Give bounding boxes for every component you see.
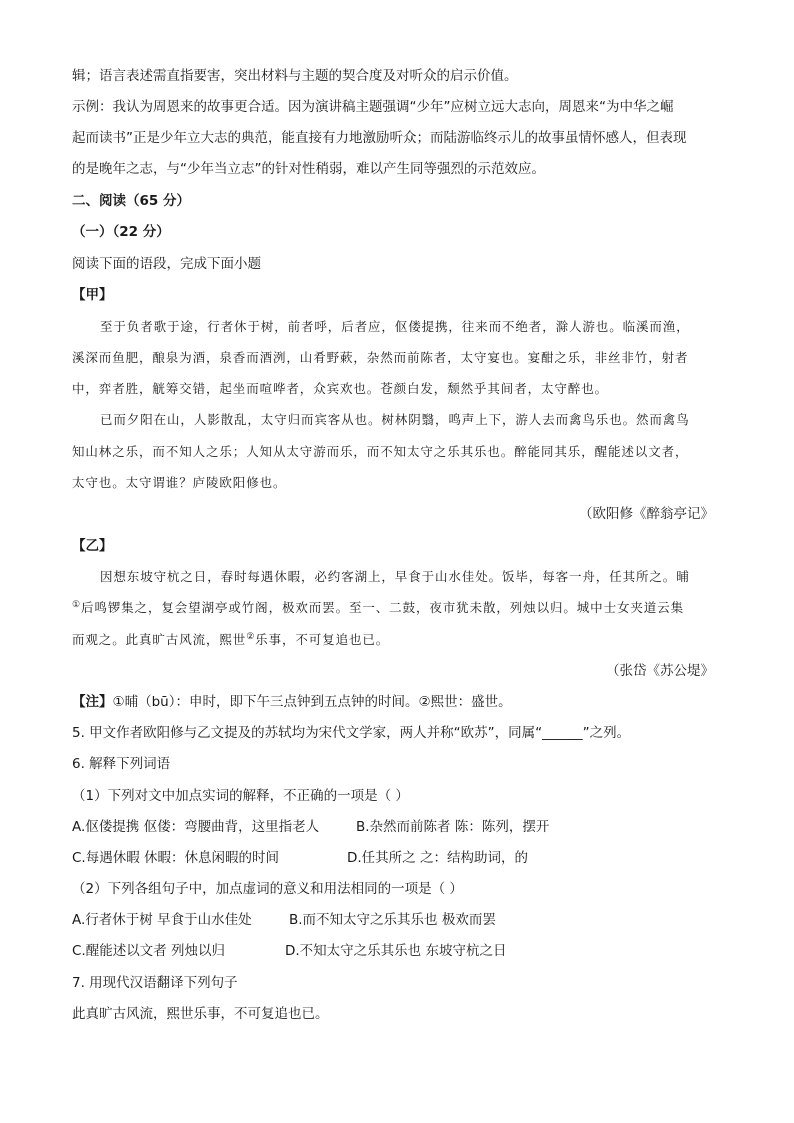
passage-jia-label: 【甲】 — [72, 287, 113, 303]
option-a: A.伛偻提携 伛偻：弯腰曲背，这里指老人 — [72, 819, 320, 835]
option-c: C.每遇休暇 休暇：休息闲暇的时间 — [72, 850, 280, 866]
annotation-text: ①晡（bū）：申时，即下午三点钟到五点钟的时间。②熙世：盛世。 — [112, 694, 512, 710]
option-d: D.任其所之 之：结构助词，的 — [347, 850, 528, 866]
instruction: 阅读下面的语段，完成下面小题 — [72, 256, 261, 272]
passage-jia-line: 已而夕阳在山，人影散乱，太守归而宾客从也。树林阴翳，鸣声上下，游人去而禽鸟乐也。然而禽鸟 — [100, 412, 690, 427]
option-d: D.不知太守之乐其乐也 东坡守杭之日 — [285, 943, 507, 959]
passage-yi-text: 乐事，不可复追也已。 — [255, 632, 390, 647]
question-5: 5. 甲文作者欧阳修与乙文提及的苏轼均为宋代文学家，两人并称“欧苏”，同属“______”之列。 — [72, 725, 631, 741]
option-row — [72, 910, 722, 930]
intro-line: 的是晚年之志，与“少年当立志”的针对性稍弱，难以产生同等强烈的示范效应。 — [72, 161, 545, 177]
passage-yi-label: 【乙】 — [72, 538, 113, 554]
passage-jia-line: 溪深而鱼肥，酿泉为酒，泉香而酒洌，山肴野蔌，杂然而前陈者，太守宴也。宴酣之乐，非丝非竹，射者 — [72, 350, 689, 365]
footnote-marker: ① — [72, 599, 81, 610]
passage-jia-line: 知山林之乐，而不知人之乐；人知从太守游而乐，而不知太守之乐其乐也。醉能同其乐，醒能述以文者， — [72, 444, 689, 459]
option-row — [72, 817, 722, 837]
passage-yi-line: 因想东坡守杭之日，春时每遇休暇，必约客湖上，早食于山水佳处。饭毕，每客一舟，任其所之。晡 — [100, 569, 690, 584]
subsection-title: （一）（22 分） — [72, 224, 170, 240]
question-7-sentence: 此真旷古风流，熙世乐事，不可复追也已。 — [72, 1006, 329, 1022]
intro-line: 示例：我认为周恩来的故事更合适。因为演讲稿主题强调“少年”应树立远大志向，周恩来“为中华之崛 — [72, 99, 674, 115]
passage-jia-source: （欧阳修《醉翁亭记》 — [579, 506, 714, 522]
question-6-title: 6. 解释下列词语 — [72, 756, 171, 772]
passage-yi-source: （张岱《苏公堤》 — [606, 663, 714, 679]
option-b: B.杂然而前陈者 陈：陈列，摆开 — [356, 819, 550, 835]
passage-yi-line — [72, 598, 722, 618]
passage-jia-line: 至于负者歌于途，行者休于树，前者呼，后者应，伛偻提携，往来而不绝者，滁人游也。临溪而渔， — [100, 319, 690, 334]
option-b: B.而不知太守之乐其乐也 极欢而罢 — [289, 912, 496, 928]
intro-line: 起而读书”正是少年立大志的典范，能直接有力地激励听众；而陆游临终示儿的故事虽情怀感人，但表现 — [72, 130, 687, 146]
passage-yi-line — [72, 630, 722, 650]
passage-yi-text: 后鸣锣集之，复会望湖亭或竹阁，极欢而罢。至一、二鼓，夜市犹未散，列烛以归。城中士女夹道云集 — [80, 600, 684, 615]
passage-jia-line: 太守也。太守谓谁？庐陵欧阳修也。 — [72, 475, 287, 490]
passage-jia-line: 中，弈者胜，觥筹交错，起坐而喧哗者，众宾欢也。苍颜白发，颓然乎其间者，太守醉也。 — [72, 381, 609, 396]
footnote-marker: ② — [246, 631, 256, 642]
intro-line: 辑；语言表述需直指要害，突出材料与主题的契合度及对听众的启示价值。 — [72, 68, 518, 84]
passage-yi-text: 而观之。此真旷古风流，熙世 — [72, 632, 247, 647]
annotation — [72, 692, 722, 712]
question-6-part2: （2）下列各组句子中，加点虚词的意义和用法相同的一项是（ ） — [72, 881, 463, 897]
option-c: C.醒能述以文者 列烛以归 — [72, 943, 226, 959]
option-row — [72, 848, 722, 868]
option-row — [72, 941, 722, 961]
annotation-label: 【注】 — [72, 694, 113, 710]
question-6-part1: （1）下列对文中加点实词的解释，不正确的一项是（ ） — [72, 788, 409, 804]
option-a: A.行者休于树 早食于山水佳处 — [72, 912, 252, 928]
question-7-title: 7. 用现代汉语翻译下列句子 — [72, 975, 238, 991]
section-title: 二、阅读（65 分） — [72, 193, 190, 209]
